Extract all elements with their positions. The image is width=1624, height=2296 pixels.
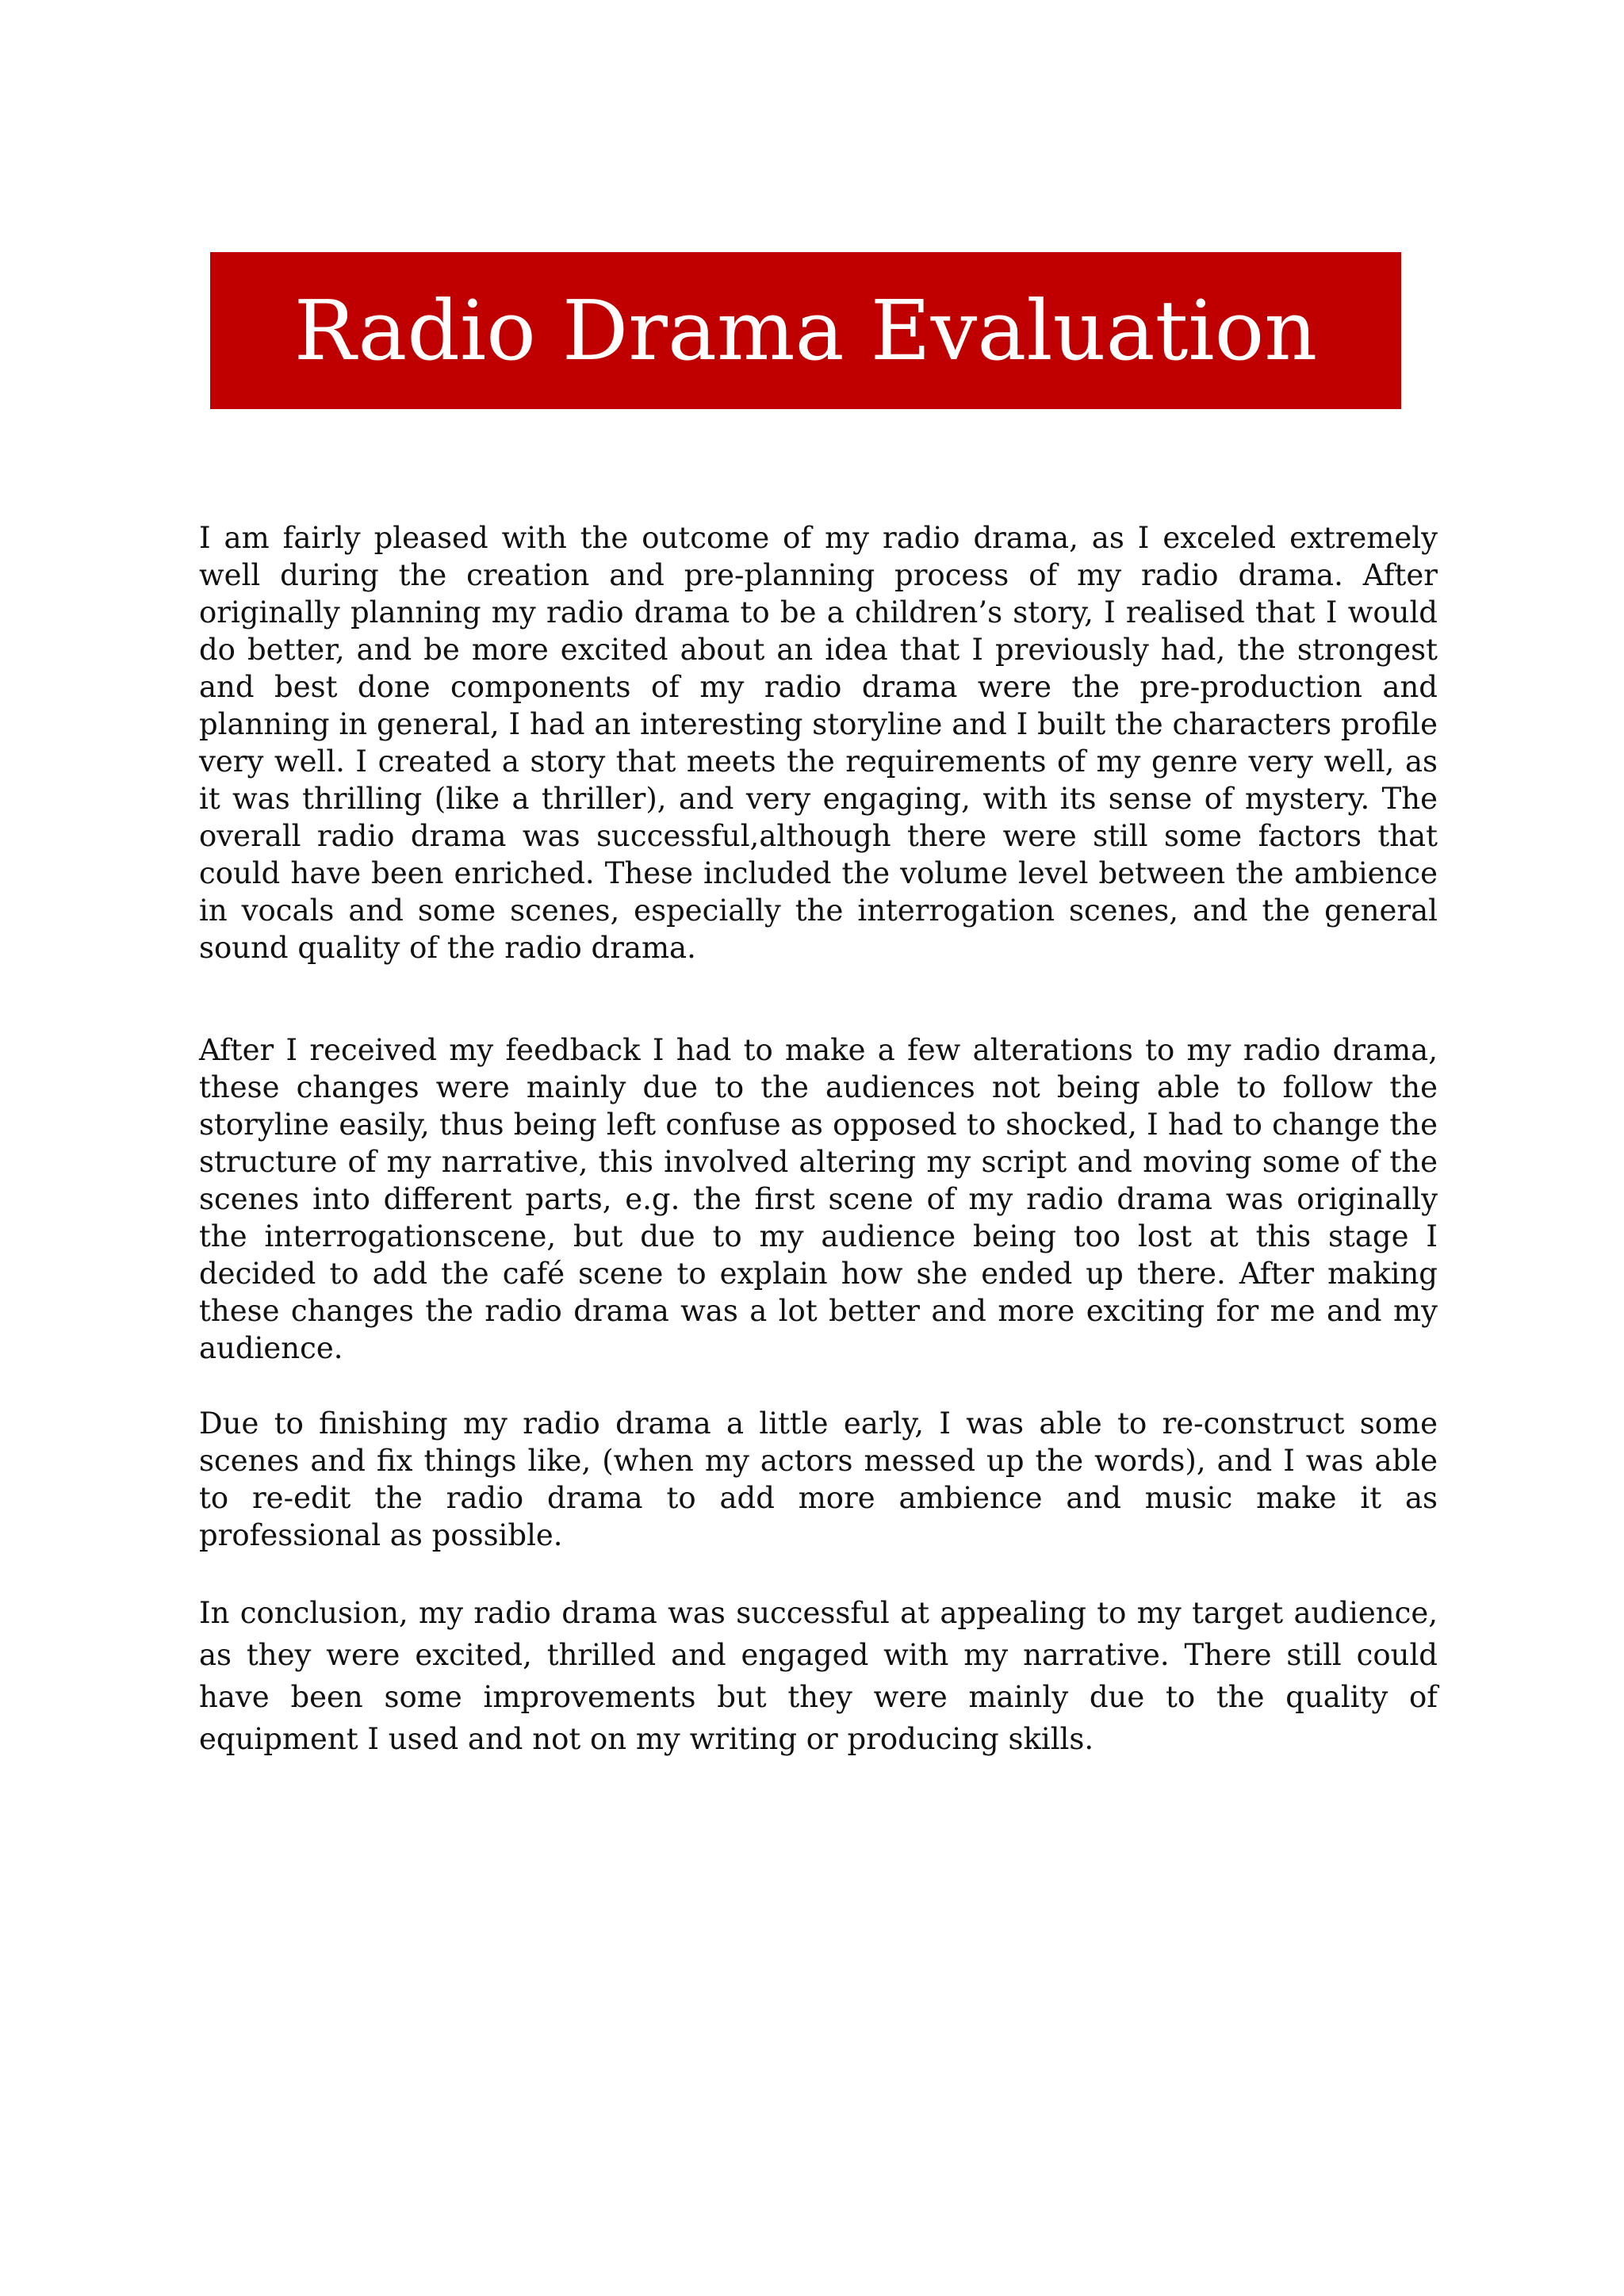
paragraph-feedback: After I received my feedback I had to make a few alterations to my radio drama, these changes were mainly due to the audiences not being able to follow the storyline easily, thus being left confuse as opposed to shocked, I had to change the structure of my narrative, this involved altering my script and moving some of the scenes into different parts, e.g. the first scene of my radio drama was originally the interrogationscene, but due to my audience being too lost at this stage I decided to add the café scene to explain how she ended up there. After making these changes the radio drama was a lot better and more exciting for me and my audience. xyxy=(199,1033,1438,1365)
document-body xyxy=(199,519,1438,1760)
paragraph-conclusion: In conclusion, my radio drama was successful at appealing to my target audience, as they were excited, thrilled and engaged with my narrative. There still could have been some improvements but they were mainly due to the quality of equipment I used and not on my writing or producing skills. xyxy=(199,1596,1438,1756)
document-title: Radio Drama Evaluation xyxy=(293,282,1318,379)
title-banner xyxy=(210,252,1401,409)
paragraph-outcome: I am fairly pleased with the outcome of my radio drama, as I exceled extremely well during the creation and pre-planning process of my radio drama. After originally planning my radio drama to be a children’s story, I realised that I would do better, and be more excited about an idea that I previously had, the strongest and best done components of my radio drama were the pre-production and planning in general, I had an interesting storyline and I built the characters profile very well. I created a story that meets the requirements of my genre very well, as it was thrilling (like a thriller), and very engaging, with its sense of mystery. The overall radio drama was successful,although there were still some factors that could have been enriched. These included the volume level between the ambience in vocals and some scenes, especially the interrogation scenes, and the general sound quality of the radio drama. xyxy=(199,521,1438,965)
paragraph-early-finish: Due to finishing my radio drama a little early, I was able to re-construct some scenes and fix things like, (when my actors messed up the words), and I was able to re-edit the radio drama to add more ambience and music make it as professional as possible. xyxy=(199,1406,1438,1552)
